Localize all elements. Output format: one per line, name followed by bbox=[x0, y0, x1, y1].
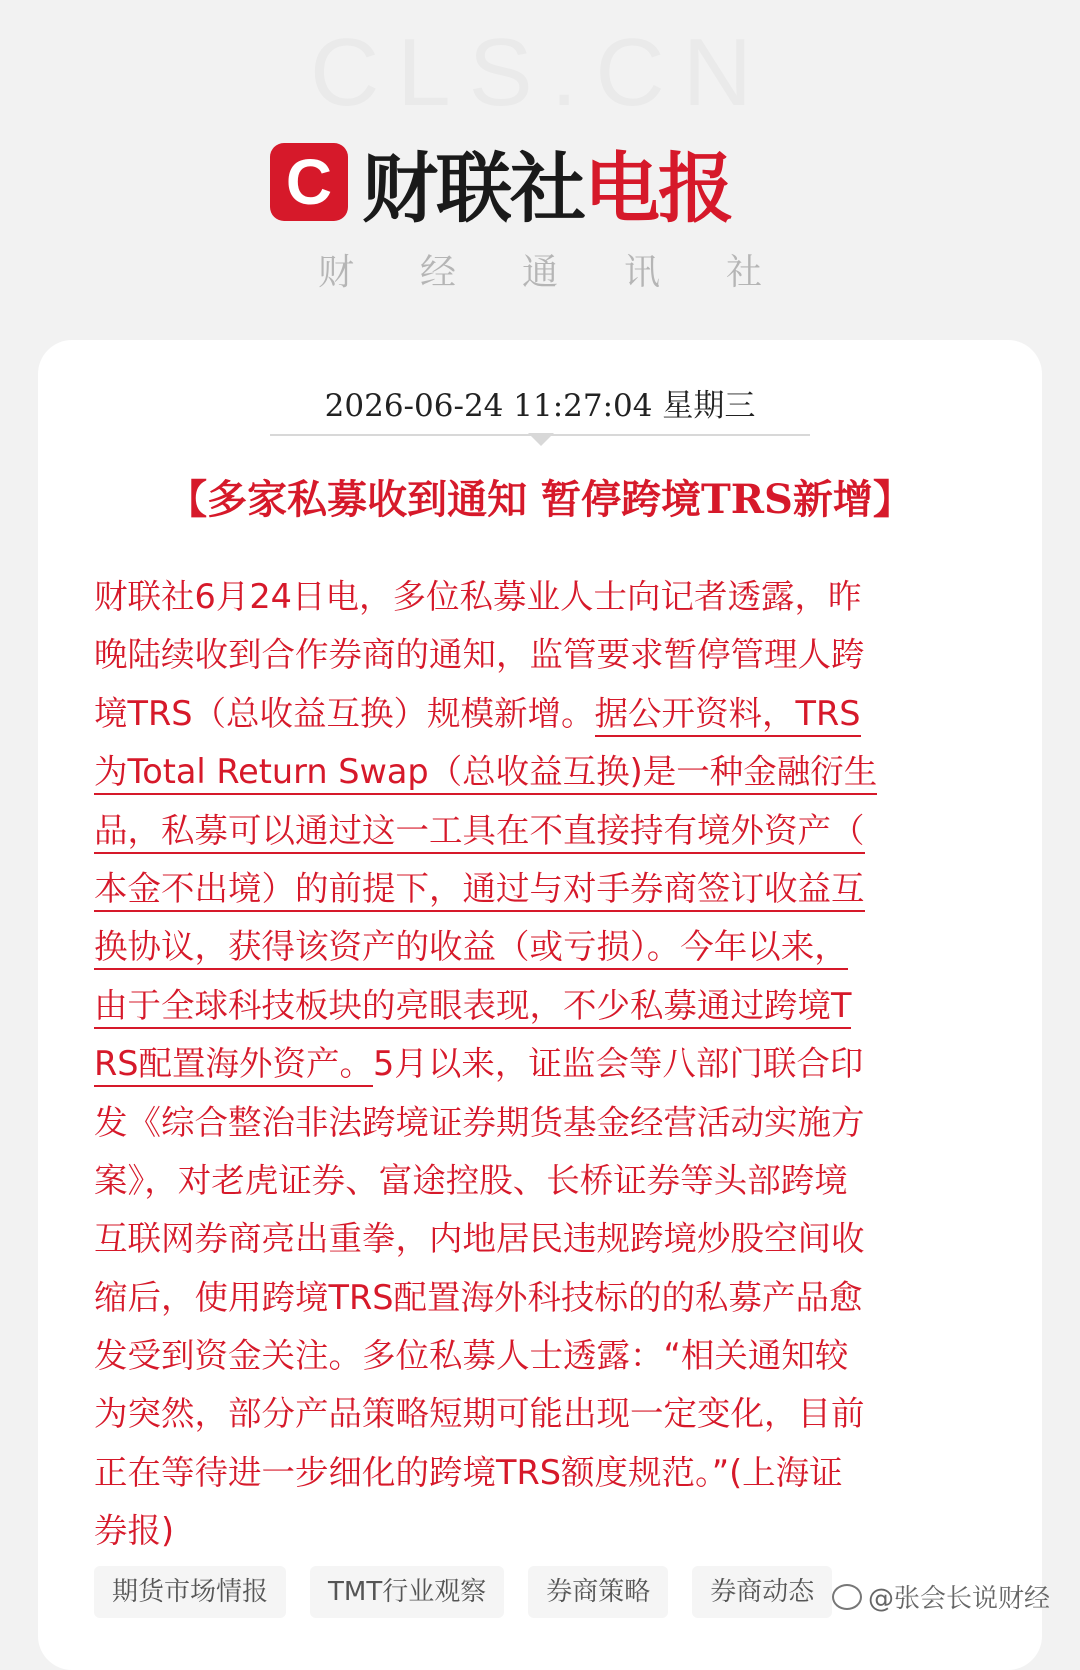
brand-logo bbox=[270, 136, 732, 233]
body-line bbox=[94, 918, 994, 976]
body-line: 正在等待进一步细化的跨境TRS额度规范。”(上海证 bbox=[94, 1452, 843, 1492]
logo-letter: C bbox=[285, 146, 333, 218]
article-datetime: 2026-06-24 11:27:04 星期三 bbox=[324, 388, 756, 424]
highlighted-text: 本金不出境）的前提下，通过与对手券商签订收益互 bbox=[94, 869, 865, 912]
body-line: 境TRS（总收益互换）规模新增。据公开资料，TRS bbox=[94, 685, 994, 743]
highlighted-text: 品，私募可以通过这一工具在不直接持有境外资产（ bbox=[94, 811, 865, 854]
tag-broker-strategy[interactable]: 券商策略 bbox=[528, 1566, 668, 1618]
body-line: 缩后，使用跨境TRS配置海外科技标的的私募产品愈 bbox=[94, 1277, 863, 1317]
highlighted-text: 换协议，获得该资产的收益（或亏损）。今年以来， bbox=[94, 927, 848, 970]
weibo-icon bbox=[832, 1584, 862, 1610]
brand-name-accent: 电报 bbox=[584, 143, 732, 233]
body-line: 为突然，部分产品策略短期可能出现一定变化，目前 bbox=[94, 1394, 865, 1434]
tag-tmt-industry[interactable]: TMT行业观察 bbox=[310, 1566, 504, 1618]
highlighted-text: 由于全球科技板块的亮眼表现，不少私募通过跨境T bbox=[94, 986, 851, 1029]
brand-subtitle: 财经通讯社 bbox=[317, 252, 828, 293]
article-body bbox=[94, 568, 994, 1561]
site-watermark: CLS.CN bbox=[309, 19, 771, 126]
body-line: 财联社6月24日电，多位私募业人士向记者透露，昨 bbox=[94, 577, 862, 616]
weibo-watermark bbox=[832, 1578, 1050, 1615]
body-line: 互联网券商亮出重拳，内地居民违规跨境炒股空间收 bbox=[94, 1219, 865, 1259]
highlighted-text: 为Total Return Swap（总收益互换)是一种金融衍生 bbox=[94, 752, 877, 795]
body-line: 晚陆续收到合作券商的通知，监管要求暂停管理人跨 bbox=[94, 635, 865, 675]
body-line bbox=[94, 743, 994, 801]
highlighted-text: RS配置海外资产。 bbox=[94, 1044, 373, 1087]
brand-name: 财联社 bbox=[362, 143, 584, 233]
weibo-handle: @张会长说财经 bbox=[868, 1584, 1051, 1614]
body-line bbox=[94, 802, 994, 860]
highlighted-text: 据公开资料，TRS bbox=[595, 694, 861, 737]
body-line: 发《综合整治非法跨境证券期货基金经营活动实施方 bbox=[94, 1102, 865, 1142]
body-line: RS配置海外资产。5月以来，证监会等八部门联合印 bbox=[94, 1035, 994, 1093]
article-headline: 【多家私募收到通知 暂停跨境TRS新增】 bbox=[167, 476, 913, 523]
datetime-divider-notch bbox=[528, 433, 554, 446]
body-line: 案》，对老虎证券、富途控股、长桥证券等头部跨境 bbox=[94, 1160, 848, 1200]
body-line bbox=[94, 860, 994, 918]
body-line bbox=[94, 977, 994, 1035]
tag-list bbox=[94, 1566, 832, 1618]
body-line: 券报) bbox=[94, 1511, 175, 1551]
cls-logo-icon bbox=[270, 143, 348, 221]
tag-futures-market[interactable]: 期货市场情报 bbox=[94, 1566, 286, 1618]
body-line: 发受到资金关注。多位私募人士透露：“相关通知较 bbox=[94, 1336, 849, 1376]
tag-broker-news[interactable]: 券商动态 bbox=[692, 1566, 832, 1618]
